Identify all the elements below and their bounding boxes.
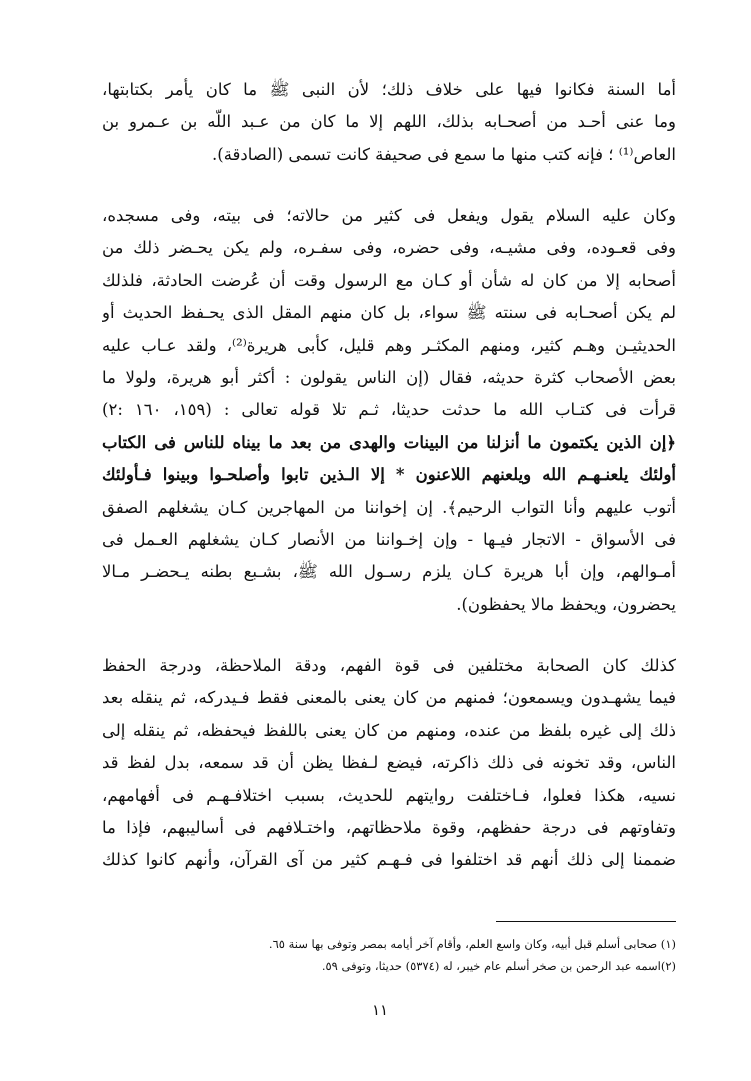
footnote-2: (٢)اسمه عبد الرحمن بن صخر أسلم عام خيبر، له (٥٣٧٤) حديثا، وتوفى ٥٩.	[321, 959, 676, 973]
text-line: أصحابه إلا من كان له شأن أو كـان مع الرسول وقت أن عُرضت الحادثة، فلذلك	[102, 270, 676, 290]
paragraph-1	[102, 74, 676, 171]
text-line: لم يكن أصحـابه فى سنته ﷺ سواء، بل كان منهم المقل الذى يحـفظ الحديث أو	[102, 303, 676, 323]
text-line: الحديثيـن وهـم كثير، ومنهم المكثـر وهم قليل، كأبى هريرة⁽²⁾، ولقد عـاب عليه	[102, 335, 676, 355]
footnote-divider	[496, 921, 676, 922]
text-line: فى الأسواق - الاتجار فيـها - وإن إخـواننا من الأنصار كـان يشغلهم العـمل فى	[102, 530, 676, 550]
text-line: العاص⁽¹⁾ ؛ فإنه كتب منها ما سمع فى صحيفة كانت تسمى (الصادقة).	[212, 144, 676, 164]
text-line: أمـوالهم، وإن أبا هريرة كـان يلزم رسـول الله ﷺ، بشـبع بطنه يـحضـر مـالا	[102, 562, 676, 582]
paragraph-3	[102, 650, 676, 877]
paragraph-2	[102, 200, 676, 621]
text-line: أما السنة فكانوا فيها على خلاف ذلك؛ لأن النبى ﷺ ما كان يأمر بكتابتها،	[102, 80, 676, 99]
text-line: أتوب عليهم وأنا التواب الرحيم﴾. إن إخواننا من المهاجرين كـان يشغلهم الصفق	[102, 497, 676, 517]
text-line: الناس، وقد تخونه فى ذلك ذاكرته، فيضع لـفظا يظن أن قد سمعه، بدل لفظ قد	[102, 753, 676, 773]
footnote-1: (١) صحابى أسلم قبل أبيه، وكان واسع العلم، وأقام آخر أيامه بمصر وتوفى بها سنة ٦٥.	[268, 937, 676, 951]
text-line: كذلك كان الصحابة مختلفين فى قوة الفهم، ودقة الملاحظة، ودرجة الحفظ	[102, 656, 676, 675]
text-line: وتفاوتهم فى درجة حفظهم، وقوة ملاحظاتهم، واختـلافهم فى أساليبهم، فإذا ما	[102, 818, 676, 838]
text-line: يحضرون، ويحفظ مالا يحفظون).	[456, 594, 676, 614]
text-line: فيما يشهـدون ويسمعون؛ فمنهم من كان يعنى بالمعنى فقط فـيدركه، ثم ينقله بعد	[102, 688, 676, 708]
text-line: ذلك إلى غيره بلفظ من عنده، ومنهم من كان يعنى باللفظ فيحفظه، ثم ينقله إلى	[102, 720, 676, 740]
text-line: وفى قعـوده، وفى مشيـه، وفى حضره، وفى سفـره، ولم يكن يحـضر ذلك من	[102, 238, 676, 258]
quran-verse-line: ﴿إن الذين يكتمون ما أنزلنا من البينات والهدى من بعد ما بيناه للناس فى الكتاب	[102, 432, 676, 452]
text-line: وما عنى أحـد من أصحـابه بذلك، اللهم إلا ما كان من عـبد اللّه بن عـمرو بن	[102, 112, 676, 132]
text-line: قرأت فى كتـاب الله ما حدثت حديثا، ثـم تلا قوله تعالى : (١٥٩، ١٦٠ :٢)	[102, 400, 676, 420]
text-line: وكان عليه السلام يقول ويفعل فى كثير من حالاته؛ فى بيته، وفى مسجده،	[102, 206, 676, 225]
page-number: ١١	[371, 1001, 389, 1019]
text-line: ضممنا إلى ذلك أنهم قد اختلفوا فى فـهـم كثير من آى القرآن، وأنهم كانوا كذلك	[102, 850, 676, 870]
text-line: بعض الأصحاب كثرة حديثه، فقال (إن الناس يقولون : أكثر أبو هريرة، ولولا ما	[102, 368, 676, 388]
quran-verse-line: أولئك يلعنـهـم الله ويلعنهم اللاعنون * إلا الـذين تابوا وأصلحـوا وبينوا فـأولئك	[102, 465, 676, 485]
text-line: نسيه، هكذا فعلوا، فـاختلفت روايتهم للحديث، بسبب اختلافـهـم فى أفهامهم،	[102, 785, 676, 805]
